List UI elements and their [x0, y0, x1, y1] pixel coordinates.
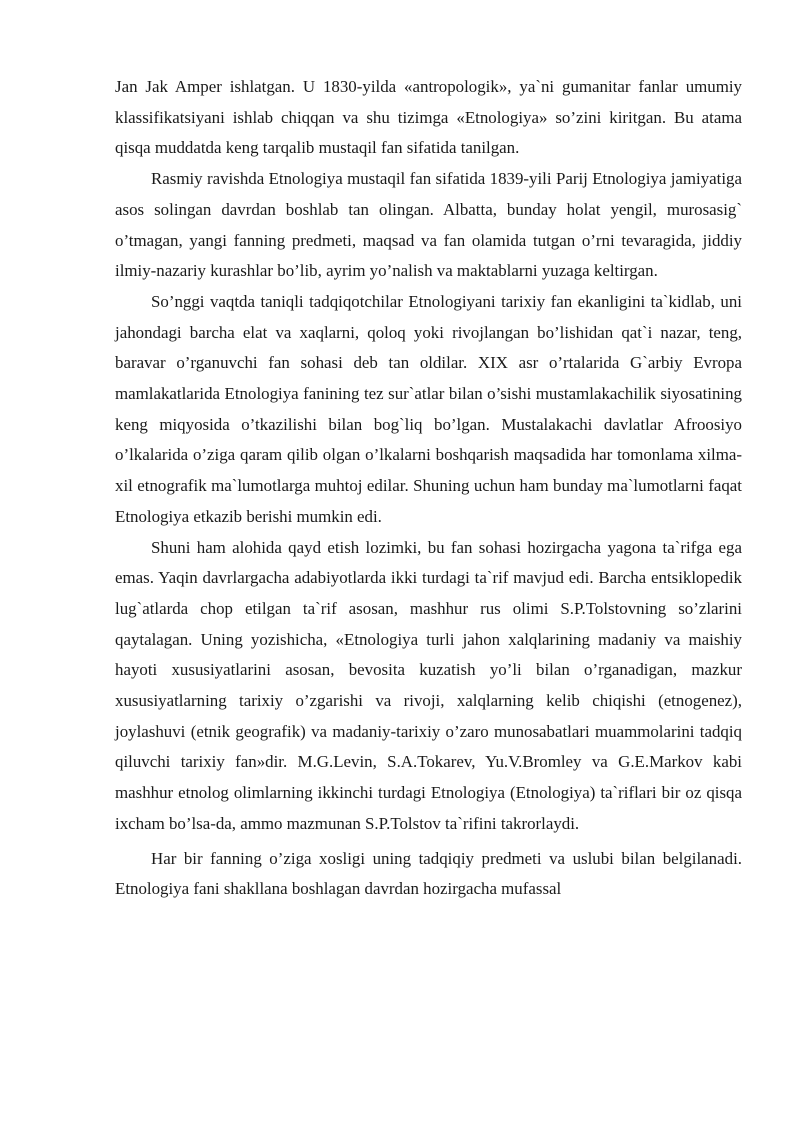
paragraph-4: Shuni ham alohida qayd etish lozimki, bu fan sohasi hozirgacha yagona ta`rifga ega emas. Yaqin davrlargacha adabiyotlarda ikki turdagi ta`rif mavjud edi. Barcha entsiklopedik lug`atlarda chop etilgan ta`rif asosan, mashhur rus olimi S.P.Tolstovning so’zlarini qaytalagan. Uning yozishicha, «Etnologiya turli jahon xalqlarining madaniy va maishiy hayoti xususiyatlarini asosan, bevosita kuzatish yo’li bilan o’rganadigan, mazkur xususiyatlarning tarixiy o’zgarishi va rivoji, xalqlarning kelib chiqishi (etnogenez), joylashuvi (etnik geografik) va madaniy-tarixiy o’zaro munosabatlari muammolarini tadqiq qiluvchi tarixiy fan»dir. M.G.Levin, S.A.Tokarev, Yu.V.Bromley va G.E.Markov kabi mashhur etnolog olimlarning ikkinchi turdagi Etnologiya (Etnologiya) ta`riflari bir oz qisqa ixcham bo’lsa-da, ammo mazmunan S.P.Tolstov ta`rifini takrorlaydi.	[115, 537, 742, 833]
paragraph-2: Rasmiy ravishda Etnologiya mustaqil fan sifatida 1839-yili Parij Etnologiya jamiyatiga asos solingan davrdan boshlab tan olingan. Albatta, bunday holat yengil, murosasig` o’tmagan, yangi fanning predmeti, maqsad va fan olamida tutgan o’rni tevaragida, jiddiy ilmiy-nazariy kurashlar bo’lib, ayrim yo’nalish va maktablarni yuzaga keltirgan.	[115, 169, 742, 281]
paragraph-1: Jan Jak Amper ishlatgan. U 1830-yilda «antropologik», ya`ni gumanitar fanlar umumiy klassifikatsiyani ishlab chiqqan va shu tizimga «Etnologiya» so’zini kiritgan. Bu atama qisqa muddatda keng tarqalib mustaqil fan sifatida tanilgan.	[115, 77, 742, 158]
document-page	[115, 72, 742, 905]
paragraph-3: So’nggi vaqtda taniqli tadqiqotchilar Etnologiyani tarixiy fan ekanligini ta`kidlab, uni jahondagi barcha elat va xaqlarni, qoloq yoki rivojlangan bo’lishidan qat`i nazar, teng, baravar o’rganuvchi fan sohasi deb tan oldilar. XIX asr o’rtalarida G`arbiy Evropa mamlakatlarida Etnologiya fanining tez sur`atlar bilan o’sishi mustamlakachilik siyosatining keng miqyosida o’tkazilishi bilan bog`liq bo’lgan. Mustalakachi davlatlar Afroosiyo o’lkalarida o’ziga qaram qilib olgan o’lkalarni boshqarish maqsadida har tomonlama xilma-xil etnografik ma`lumotlarga muhtoj edilar. Shuning uchun ham bunday ma`lumotlarni faqat Etnologiya etkazib berishi mumkin edi.	[115, 291, 742, 526]
paragraph-5: Har bir fanning o’ziga xosligi uning tadqiqiy predmeti va uslubi bilan belgilanadi. Etnologiya fani shakllana boshlagan davrdan hozirgacha mufassal	[115, 848, 742, 899]
